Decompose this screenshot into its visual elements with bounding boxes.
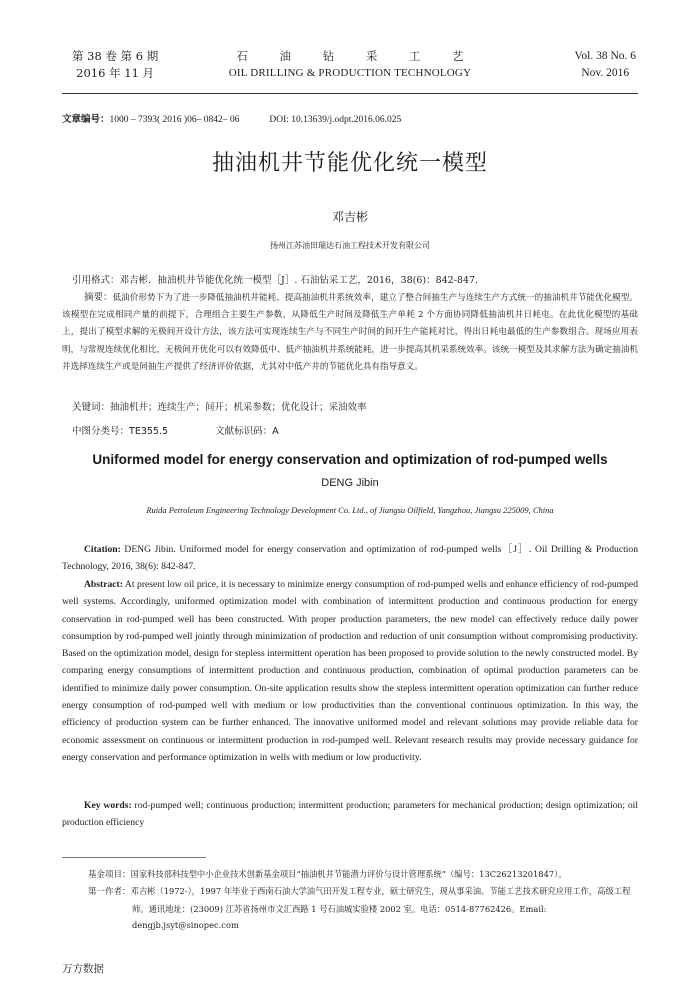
affiliation-en: Ruida Petroleum Engineering Technology Development Co. Ltd., of Jiangsu Oilfield, Yangzhou, Jiangsu 225009, China — [146, 505, 554, 515]
first-author-label: 第一作者： — [88, 887, 131, 897]
first-author-text: 邓吉彬（1972-），1997 年毕业于西南石油大学油气田开发工程专业，硕士研究生，现从事采油、节能工艺技术研究应用工作，高级工程师。通讯地址：(23009) 江苏省扬州市文汇西路 1 号石油城实验楼 2002 室。电话：0514-87762426。Email: dengjb.jsyt@sinopec.com — [130, 886, 631, 930]
fund-label: 基金项目： — [88, 870, 131, 880]
header-volume-en: Vol. 38 No. 6 — [574, 50, 636, 62]
header-issue-en — [575, 48, 636, 82]
header-date-cn: 2016 年 11 月 — [76, 66, 155, 80]
header-rule — [62, 93, 638, 94]
author-en: DENG Jibin — [321, 477, 379, 489]
keywords-en — [62, 797, 638, 832]
author-cn: 邓吉彬 — [331, 210, 368, 224]
doi: DOI: 10.13639/j.odpt.2016.06.025 — [269, 115, 402, 125]
footnote-fund — [88, 866, 638, 884]
journal-name-en: OIL DRILLING & PRODUCTION TECHNOLOGY — [228, 67, 472, 79]
keywords-cn — [72, 399, 638, 416]
citation-cn-label: 引用格式： — [72, 275, 120, 286]
fund-text: 国家科技部科技型中小企业技术创新基金项目“抽油机井节能潜力评价与设计管理系统”（编号：13C26213201847）。 — [130, 869, 567, 879]
header-date-en: Nov. 2016 — [581, 67, 630, 79]
citation-cn — [72, 272, 638, 289]
abstract-en-text: At present low oil price, it is necessary to minimize energy consumption of rod-pumped wells and enhance efficiency of rod-pumped well systems. Accordingly, uniformed optimization model with combination of intermittent production and continuous production for energy conservation in rod-pumped well has been constructed. With proper production parameters, the new model can effectively reduce daily power consumption by rod-pumped well jointly through minimization of production and reduction of unit consumption without compromising productivity. Based on the optimization model, design for stepless intermittent operation has been proposed to provide solution to the newly constructed model. By comparing energy consumptions of intermittent production and continuous production, combination of optimal production parameters can be identified to minimize daily power consumption. On-site application results show the stepless intermittent operation optimization can further reduce energy consumption of rod-pumped well with medium or low productivities than the conventional continuous optimization. In this way, the efficiency of production system can be further enhanced. The innovative uniformed model and relevant solutions may provide reliable data for economic assessment on continuous or intermittent production in rod-pumped well. Relevant research results may provide necessary guidance for energy conservation and performance optimization in wells with medium or low productivity. — [62, 579, 638, 763]
affiliation-cn: 扬州江苏油田瑞达石油工程技术开发有限公司 — [270, 241, 430, 250]
footnote-rule — [62, 857, 206, 858]
abstract-cn — [62, 289, 638, 376]
article-no: 1000 – 7393( 2016 )06– 0842– 06 — [109, 115, 240, 125]
title-en: Uniformed model for energy conservation and optimization of rod-pumped wells — [92, 452, 608, 467]
citation-en-label: Citation: — [84, 544, 121, 555]
watermark: 万方数据 — [62, 963, 104, 975]
clc-label: 中图分类号： — [72, 426, 130, 437]
title-cn: 抽油机井节能优化统一模型 — [211, 151, 488, 176]
doc-code-value: A — [272, 426, 279, 437]
keywords-en-label: Key words: — [84, 800, 132, 811]
citation-cn-text: 邓吉彬．抽油机井节能优化统一模型［J］. 石油钻采工艺，2016，38(6)：842-847. — [119, 275, 479, 286]
footnote-author — [88, 883, 638, 934]
abstract-en-label: Abstract: — [84, 579, 123, 590]
keywords-cn-text: 抽油机井；连续生产；间开；机采参数；优化设计；采油效率 — [110, 402, 367, 413]
abstract-en — [62, 576, 638, 766]
header-volume-cn: 第 38 卷 第 6 期 — [72, 49, 159, 63]
keywords-en-text: rod-pumped well; continuous production; intermittent production; parameters for mechanical production; design optimization; oil production efficiency — [62, 800, 638, 829]
abstract-cn-text: 低油价形势下为了进一步降低抽油机井能耗、提高抽油机井系统效率，建立了整合间抽生产与连续生产方式统一的抽油机井节能优化模型。该模型在完成相同产量的前提下，合理组合主要生产参数，从降低生产时间及降低生产单耗 2 个方面协同降低抽油机井日耗电。在此优化模型的基础上，提出了模型求解的无极间开设计方法，该方法可实现连续生产与不同生产时间的间开生产能耗对比，得出日耗电最低的生产参数组合。现场应用表明，与常规连续优化相比，无极间开优化可以有效降低中、低产抽油机井系统能耗，进一步提高其机采系统效率。该统一模型及其求解方法为确定抽油机井选择连续生产或是间抽生产提供了经济评价依据，尤其对中低产井的节能优化具有指导意义。 — [62, 293, 638, 372]
classification-cn — [72, 423, 638, 440]
article-no-label: 文章编号： — [62, 114, 110, 125]
abstract-cn-label: 摘要： — [84, 292, 113, 303]
clc-value: TE355.5 — [129, 426, 169, 437]
article-meta — [62, 111, 401, 125]
journal-name-cn: 石 油 钻 采 工 艺 — [236, 49, 478, 63]
doc-code-label: 文献标识码： — [215, 426, 273, 437]
citation-en — [62, 541, 638, 576]
citation-en-text: DENG Jibin. Uniformed model for energy conservation and optimization of rod-pumped wells［J］. Oil Drilling & Production Technology, 2016, 38(6): 842-847. — [62, 544, 639, 573]
keywords-cn-label: 关键词： — [72, 402, 111, 413]
